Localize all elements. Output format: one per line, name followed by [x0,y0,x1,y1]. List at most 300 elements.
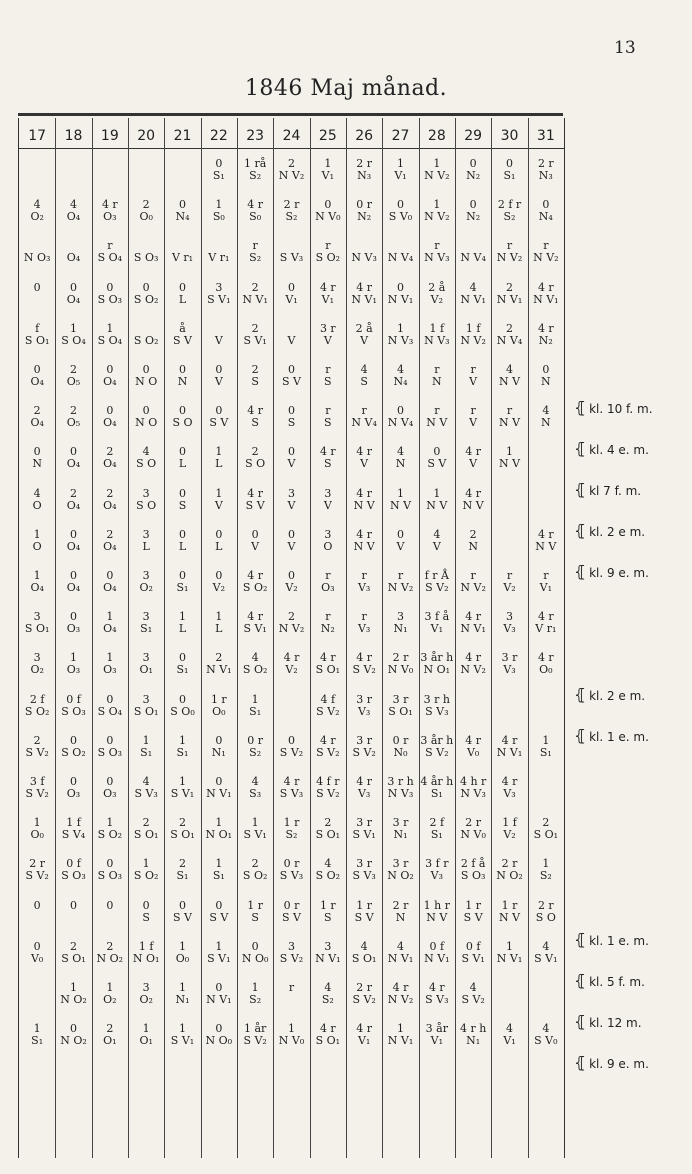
observation-cell [493,282,527,306]
cell-wind-value: N [32,457,42,471]
cell-top-value: 4 [251,651,259,665]
cell-wind-value [493,541,527,553]
observation-cell [347,1023,381,1047]
observation-cell [493,364,527,388]
observation-cell [493,694,527,718]
cell-wind-value: V [360,333,369,347]
observation-cell [129,199,163,223]
cell-top-value: 3 r h [387,775,414,788]
cell-top-value: 3 [142,486,150,500]
observation-cell [347,776,381,800]
cell-wind-value: V r₁ [535,622,557,636]
cell-top-value: 3 [324,486,332,500]
observation-cell [20,858,54,882]
cell-wind-value: S V₃ [134,787,158,800]
observation-cell [93,941,127,965]
observation-cell [20,240,54,264]
cell-top-value: 1 f [138,939,154,953]
cell-top-value: 0 [215,775,223,788]
observation-cell [166,570,200,594]
cell-wind-value: N V₁ [496,745,523,759]
cell-top-value: 2 f å [460,857,486,871]
brace-mark: ⦃ [574,521,587,540]
cell-wind-value: V₁ [394,169,407,182]
cell-wind-value [20,294,54,306]
cell-top-value: 0 [397,527,404,541]
cell-wind-value: O₄ [103,498,117,512]
cell-wind-value: V [287,498,296,512]
cell-wind-value: O₄ [66,210,81,224]
time-note [574,930,649,949]
cell-wind-value: N V₁ [460,292,486,306]
cell-wind-value: N V₁ [351,292,377,306]
cell-top-value: 4 r [392,981,409,994]
cell-wind-value: S O₂ [133,869,159,883]
observation-cell [57,611,91,635]
cell-wind-value: N V [462,498,484,512]
cell-wind-value: V [323,333,332,347]
observation-cell [493,900,527,924]
observation-cell [529,446,563,470]
observation-cell [384,405,418,429]
cell-top-value: 4 [433,527,441,541]
cell-top-value: 2 [469,527,477,541]
observation-cell [493,158,527,182]
cell-wind-value: S V₂ [425,745,449,759]
cell-wind-value: S V₀ [388,210,413,224]
cell-wind-value: S V₂ [352,663,376,677]
cell-top-value: r [397,569,404,582]
cell-wind-value: V₀ [30,951,44,965]
cell-top-value: 0 [215,157,223,170]
observation-cell [456,611,490,635]
cell-wind-value: L [178,457,187,471]
observation-cell [93,570,127,594]
observation-cell [202,1023,236,1047]
cell-top-value: 0 [179,898,186,912]
cell-wind-value: S V [463,910,483,924]
cell-top-value: 0 r [392,733,409,747]
cell-top-value: 4 r [356,445,373,459]
cell-wind-value [93,912,127,924]
cell-top-value: 3 [142,651,150,665]
observation-cell [129,446,163,470]
observation-cell [129,405,163,429]
observation-cell [529,858,563,882]
cell-wind-value: N V₂ [460,581,486,594]
observation-cell [347,529,381,553]
time-note [574,1012,642,1031]
cell-top-value: 2 r [356,157,373,170]
cell-wind-value: O₀ [212,704,226,718]
observation-cell [384,611,418,635]
cell-wind-value: S V [173,910,192,924]
cell-wind-value: N V₀ [460,828,486,842]
cell-top-value: r [470,363,476,376]
observation-cell [529,323,563,347]
cell-top-value: r [434,239,440,253]
cell-top-value: 0 [397,198,404,212]
observation-cell [275,570,309,594]
cell-wind-value: S₁ [140,745,153,759]
cell-wind-value: V₃ [357,622,371,636]
cell-wind-value: V₁ [285,292,298,306]
cell-wind-value: O₃ [66,787,81,800]
observation-cell [57,817,91,841]
cell-wind-value: N V [426,498,448,512]
cell-top-value: 4 [506,1022,513,1036]
cell-wind-value: O₂ [103,993,117,1006]
cell-wind-value: N V₁ [242,292,268,306]
cell-wind-value: S V₁ [352,828,376,842]
cell-wind-value [166,170,200,182]
observation-cell [166,776,200,800]
observation-cell [238,529,272,553]
cell-top-value: 1 [433,486,441,500]
cell-top-value: f [35,321,40,335]
cell-wind-value: V₂ [285,663,298,677]
cell-top-value: 4 [360,363,368,376]
observation-cell [420,570,454,594]
cell-wind-value: S O₁ [315,663,341,677]
cell-top-value: 4 [542,939,550,953]
day-header: 20 [137,128,156,144]
cell-wind-value: S [287,416,296,430]
observation-cell [202,611,236,635]
cell-top-value: 2 [288,610,295,624]
cell-top-value: 4 r [356,775,373,788]
cell-top-value: 2 [106,445,114,459]
observation-cell [311,529,345,553]
cell-wind-value: N O₁ [132,951,160,965]
observation-cell [129,282,163,306]
observation-cell [275,282,309,306]
observation-cell [529,694,563,718]
observation-cell [529,611,563,635]
cell-top-value: 4 f r [316,775,340,788]
cell-wind-value: S V₁ [243,622,267,636]
cell-wind-value: S O₀ [170,704,195,718]
cell-wind-value: S O₁ [24,622,50,636]
cell-top-value: 0 [106,692,114,706]
cell-top-value: 1 [324,157,332,170]
cell-top-value: 0 [433,445,441,459]
cell-wind-value: S O₁ [533,828,559,842]
cell-wind-value: S O₁ [315,1034,341,1048]
cell-top-value: 0 [179,486,186,500]
day-header: 27 [391,128,410,144]
observation-cell [420,529,454,553]
cell-top-value: 1 [70,321,77,335]
cell-top-value: 3 [288,939,295,953]
cell-wind-value: V [214,333,223,347]
observation-cell [384,446,418,470]
observation-cell [420,900,454,924]
time-note-text: kl 7 f. m. [589,484,642,498]
cell-top-value: 2 [506,280,513,294]
cell-top-value: 3 r [356,857,373,871]
cell-top-value: 0 [70,280,77,294]
observation-cell [456,776,490,800]
observation-cell [420,817,454,841]
cell-top-value: 2 [288,157,295,170]
cell-wind-value: S V [173,333,192,347]
cell-top-value: 1 [215,857,223,871]
observation-cell [275,364,309,388]
cell-wind-value: S₁ [430,787,443,800]
cell-wind-value: S O [245,457,266,471]
cell-top-value: 2 f r [497,198,522,212]
observation-cell [420,488,454,512]
observation-cell [57,446,91,470]
cell-wind-value: V [432,539,441,553]
cell-wind-value: O₃ [66,622,81,636]
cell-top-value: 0 [179,651,186,665]
observation-cell [456,982,490,1006]
cell-top-value: 2 [142,816,150,830]
cell-top-value: 0 [106,280,114,294]
cell-top-value: 1 [106,981,114,994]
cell-wind-value: N V₃ [387,787,414,800]
cell-top-value [529,982,563,994]
cell-top-value: 3 r [356,733,373,747]
cell-wind-value [57,912,91,924]
observation-cell [202,446,236,470]
cell-top-value: 4 r [501,775,518,788]
observation-cell [129,694,163,718]
observation-cell [347,982,381,1006]
observation-cell [166,858,200,882]
observation-cell [20,364,54,388]
observation-cell [529,652,563,676]
observation-cell [238,323,272,347]
day-header: 17 [28,128,47,144]
cell-top-value: 4 år h [420,775,454,788]
cell-top-value: 0 [179,692,186,706]
observation-cell [238,652,272,676]
observation-cell [166,982,200,1006]
cell-top-value: 4 [33,198,41,212]
cell-top-value: 4 r [247,569,264,582]
observation-cell [20,199,54,223]
observation-cell [493,817,527,841]
cell-top-value: 0 [288,733,295,747]
cell-top-value: å [179,321,186,335]
cell-wind-value: S [324,910,332,924]
cell-top-value: 0 [142,363,150,376]
cell-wind-value: N [177,375,188,388]
observation-cell [420,735,454,759]
cell-wind-value: N V₂ [533,251,559,265]
cell-top-value: 1 [179,775,186,788]
observation-cell [238,941,272,965]
cell-top-value: 1 [251,816,259,830]
observation-cell [20,941,54,965]
time-note-text: kl. 1 e. m. [589,934,649,948]
cell-wind-value: S V [354,910,374,924]
observation-cell [93,776,127,800]
observation-cell [493,735,527,759]
cell-wind-value: S₂ [249,251,262,265]
observation-cell [493,1023,527,1047]
cell-wind-value: N [395,457,406,471]
observation-cell [311,776,345,800]
observation-cell [384,982,418,1006]
cell-top-value: 1 r [210,692,227,706]
cell-top-value [493,529,527,541]
cell-top-value: 0 [70,775,77,788]
cell-wind-value: O₅ [66,416,81,430]
cell-top-value: 2 [324,816,332,830]
cell-top-value: 1 [142,1022,150,1036]
cell-wind-value: S O₄ [97,333,123,347]
observation-cell [347,941,381,965]
observation-cell [347,858,381,882]
observation-cell [238,446,272,470]
cell-top-value: 0 [142,898,150,912]
cell-wind-value: S V₂ [316,787,340,800]
observation-cell [20,982,54,1006]
observation-cell [420,199,454,223]
cell-top-value: 4 [469,280,477,294]
cell-top-value: 0 r [283,898,300,912]
observation-cell [420,776,454,800]
cell-top-value: 0 [251,527,259,541]
cell-wind-value: V₃ [357,787,371,800]
brace-mark: ⦃ [574,439,587,458]
observation-cell [20,611,54,635]
cell-wind-value: O₀ [175,951,190,965]
observation-cell [456,282,490,306]
observation-cell [311,323,345,347]
cell-top-value: 4 r [356,1022,373,1036]
cell-top-value: 4 r [319,733,336,747]
time-note [574,521,645,540]
observation-cell [166,158,200,182]
observation-cell [129,611,163,635]
cell-top-value: 1 f [429,321,445,335]
cell-wind-value: L [142,539,150,553]
cell-wind-value: S V₂ [316,745,340,759]
observation-cell [456,817,490,841]
cell-top-value: 0 [215,898,223,912]
cell-top-value: 0 [288,363,295,376]
cell-wind-value: L [178,539,187,553]
cell-wind-value: S [178,498,187,512]
cell-wind-value: N V₃ [387,333,414,347]
cell-top-value: 2 [70,404,77,418]
cell-top-value [493,488,527,500]
cell-top-value: 1 r [319,898,336,912]
cell-wind-value: N [432,375,442,388]
header-rule [19,148,564,149]
cell-top-value [456,694,490,706]
cell-wind-value: O₃ [321,581,335,594]
observation-cell [238,1023,272,1047]
cell-wind-value: O₄ [103,375,117,388]
cell-wind-value: S V₁ [243,828,267,842]
cell-top-value: 0 [215,527,223,541]
cell-top-value: 4 [397,445,404,459]
cell-wind-value: N₁ [393,828,408,842]
observation-cell [384,158,418,182]
cell-wind-value: N₁ [175,993,190,1006]
observation-cell [57,158,91,182]
cell-top-value: 0 [106,857,114,871]
cell-wind-value: O₀ [30,828,44,842]
cell-top-value: 2 [106,1022,114,1036]
observation-cell [456,446,490,470]
observation-cell [20,652,54,676]
observation-cell [129,158,163,182]
observation-cell [202,364,236,388]
observation-cell [129,364,163,388]
observation-cell [57,529,91,553]
cell-wind-value: O₃ [66,663,81,677]
cell-wind-value: N₀ [393,745,408,759]
cell-wind-value: S O₁ [170,828,195,842]
cell-top-value: 2 r [283,198,300,212]
cell-wind-value: N₂ [466,210,481,224]
cell-wind-value: S O₁ [351,951,377,965]
cell-top-value: 3 [142,981,150,994]
cell-wind-value: V [287,457,296,471]
cell-wind-value: S O₃ [97,745,123,759]
cell-top-value: 2 r [501,857,518,871]
observation-cell [347,611,381,635]
observation-cell [93,900,127,924]
cell-top-value: 0 r [356,198,373,212]
cell-wind-value: S V₁ [170,787,195,800]
observation-cell [93,1023,127,1047]
time-note [574,726,649,745]
cell-wind-value: O₂ [30,663,44,677]
cell-top-value: 1 [33,527,41,541]
cell-wind-value [493,706,527,718]
cell-top-value: r [543,239,549,253]
cell-wind-value: S₂ [249,745,262,759]
cell-top-value: 2 [33,404,41,418]
cell-top-value: 4 [542,404,550,418]
observation-cell [238,982,272,1006]
observation-cell [529,776,563,800]
observation-cell [166,611,200,635]
observation-cell [93,199,127,223]
cell-top-value: 4 [397,363,404,376]
cell-top-value: 4 r [283,651,300,665]
cell-wind-value: O₂ [139,993,153,1006]
cell-wind-value: V₃ [357,704,371,718]
cell-top-value: 0 [288,445,295,459]
cell-top-value: 0 [215,733,223,747]
cell-top-value: r [325,363,331,376]
cell-wind-value: S₁ [249,704,262,718]
observation-cell [420,364,454,388]
observation-cell [93,488,127,512]
observation-cell [202,405,236,429]
cell-top-value: 1 [70,981,77,994]
cell-wind-value: V [287,539,296,553]
observation-cell [456,488,490,512]
cell-top-value: 0 [179,569,186,582]
brace-mark: ⦃ [574,971,587,990]
cell-wind-value: S₁ [176,869,189,883]
observation-cell [311,941,345,965]
cell-top-value: 1 [397,1022,404,1036]
cell-top-value: 3 r [356,692,373,706]
observation-cell [347,735,381,759]
cell-wind-value: S₂ [539,869,552,883]
